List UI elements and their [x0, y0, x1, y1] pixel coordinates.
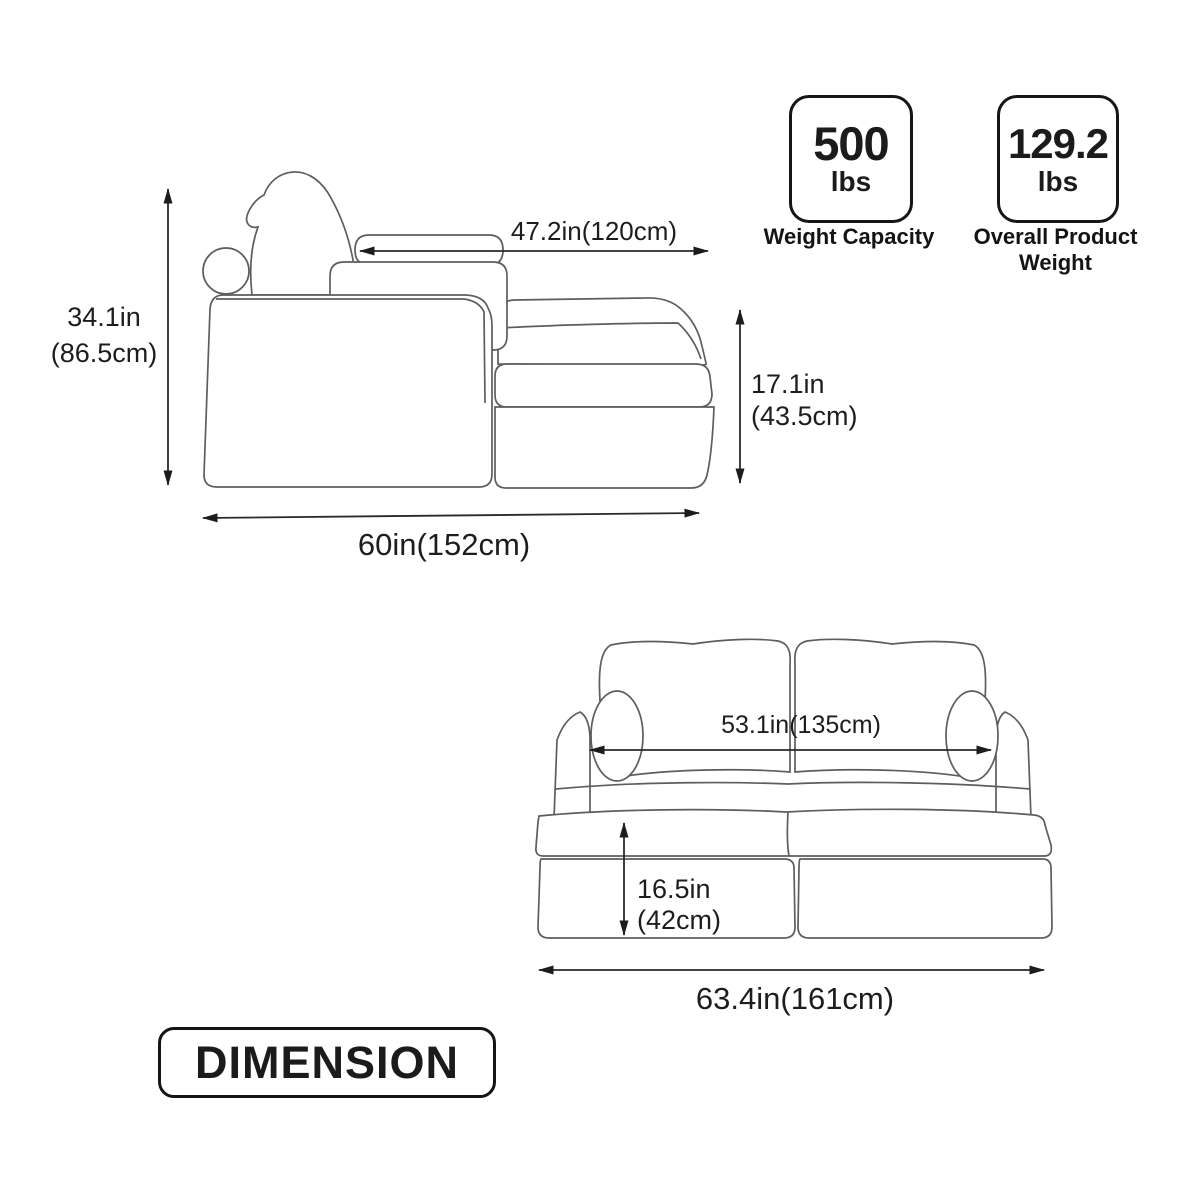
front-armrest-right [996, 712, 1031, 818]
front-seat-height-value-in: 16.5in [637, 874, 711, 904]
side-bolster-pillow [203, 248, 249, 294]
front-seat-deck-seam [556, 782, 1030, 789]
front-seat-cushions [536, 809, 1051, 856]
side-arm-body [204, 295, 492, 487]
product-weight-caption: Overall Product Weight [973, 224, 1138, 275]
side-seat-height-value-cm: (43.5cm) [751, 401, 858, 431]
front-overall-width-label: 63.4in(161cm) [695, 981, 895, 1016]
product-weight-badge [997, 95, 1119, 223]
side-overall-width-label: 60in(152cm) [357, 527, 531, 562]
weight-capacity-unit: lbs [830, 166, 872, 197]
front-base-right [798, 859, 1052, 938]
side-chaise-cushion [498, 298, 706, 365]
side-seat-height-value-in: 17.1in [751, 369, 825, 399]
front-seat-height-label [637, 874, 767, 936]
side-height-value-cm: (86.5cm) [50, 338, 158, 368]
front-bolster-right [946, 691, 998, 781]
front-bolster-left [591, 691, 643, 781]
side-seat-height-label [751, 368, 901, 432]
side-ottoman-base [495, 407, 714, 488]
weight-capacity-badge [789, 95, 913, 223]
front-armrest-left [554, 712, 590, 818]
side-height-value-in: 34.1in [67, 302, 141, 332]
front-view-drawing [536, 639, 1052, 938]
section-title: DIMENSION [194, 1036, 459, 1088]
section-title-badge [158, 1027, 496, 1098]
weight-capacity-caption: Weight Capacity [763, 224, 935, 249]
side-overall-width-arrow [203, 513, 699, 518]
side-seat-cushion [495, 364, 712, 407]
weight-capacity-value: 500 [813, 117, 889, 170]
product-weight-value: 129.2 [1007, 120, 1109, 167]
front-seat-height-value-cm: (42cm) [637, 905, 722, 935]
front-seat-width-label: 53.1in(135cm) [721, 711, 881, 739]
side-back-width-label: 47.2in(120cm) [510, 216, 678, 246]
product-weight-unit: lbs [1037, 166, 1079, 197]
side-height-label [38, 299, 170, 371]
